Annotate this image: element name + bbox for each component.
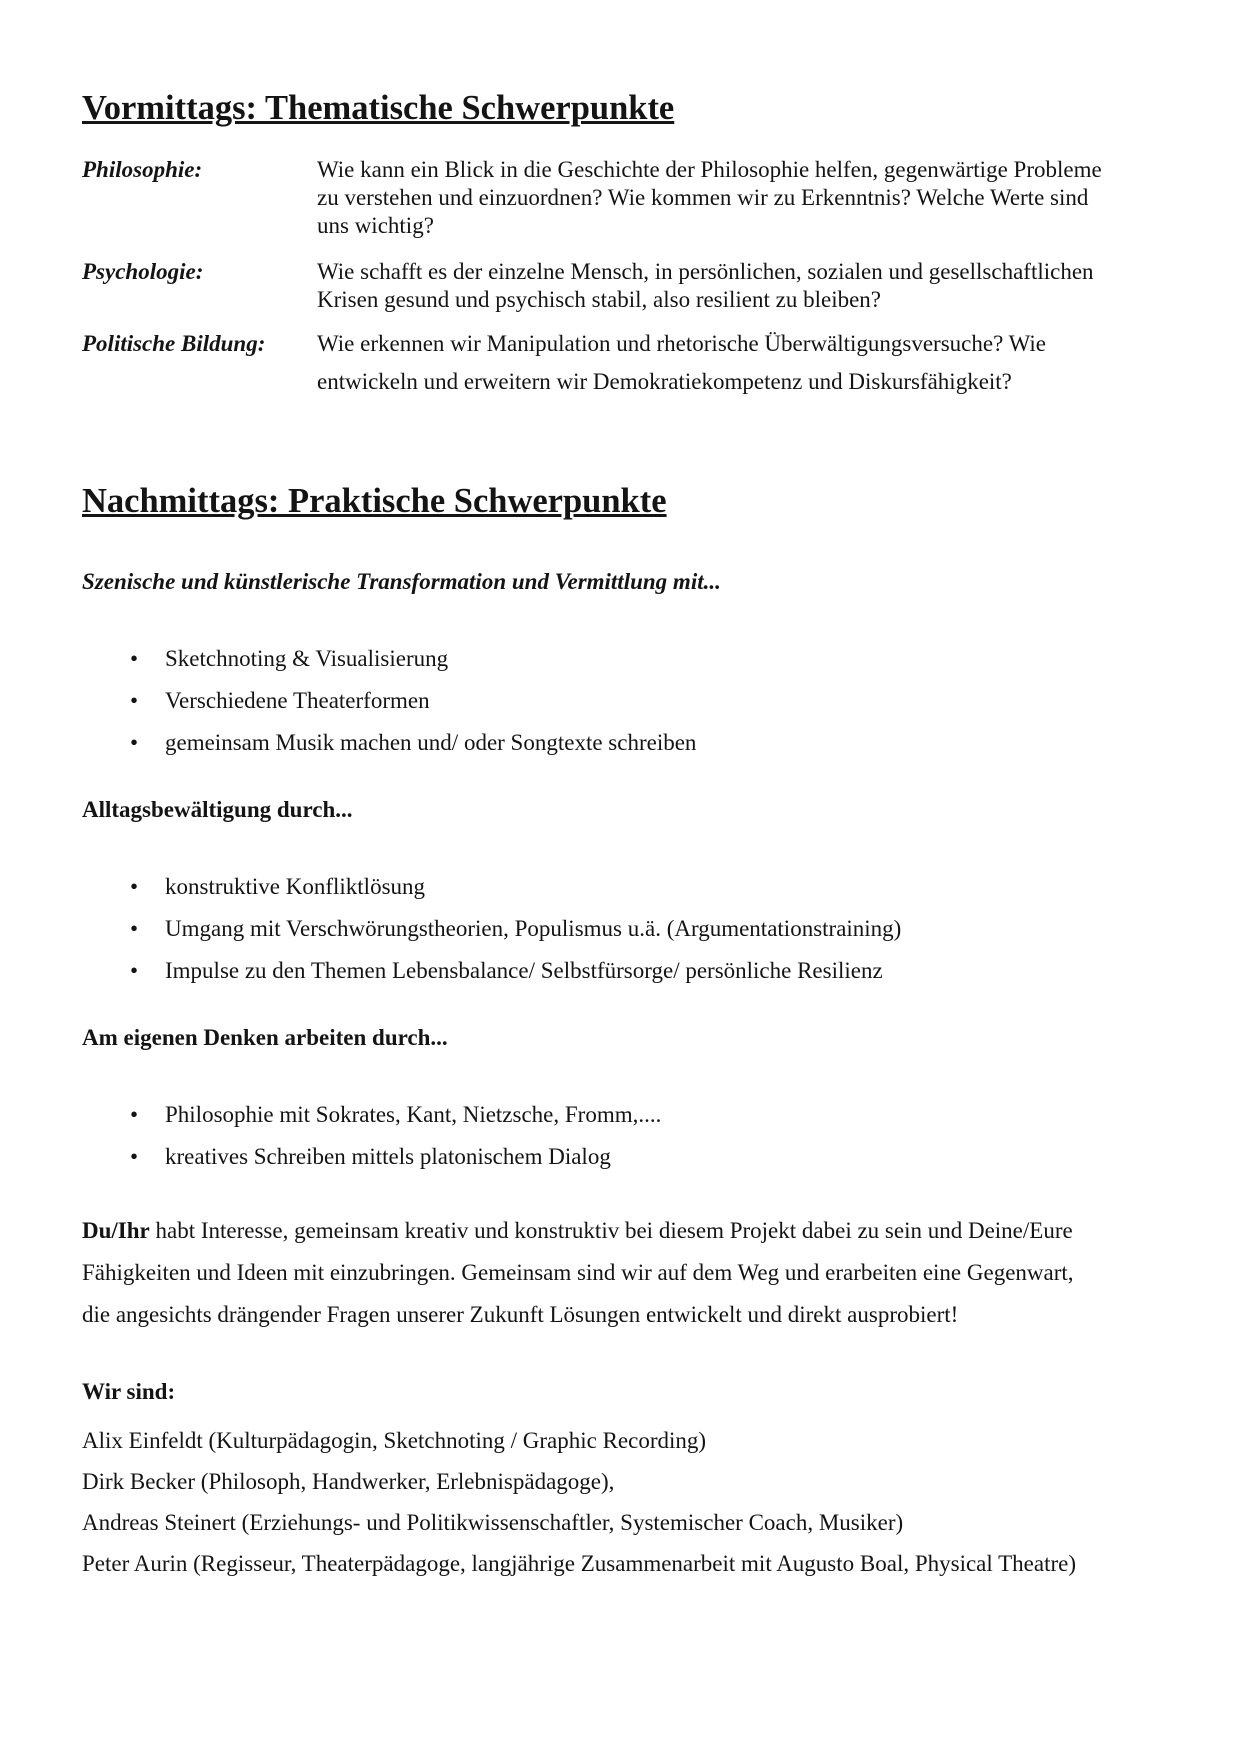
bullet-icon: • (130, 916, 139, 941)
bullet-icon: • (130, 1102, 139, 1127)
text-line: entwickeln und erweitern wir Demokratiekompetenz und Diskursfähigkeit? (317, 369, 1012, 394)
text-line: Krisen gesund und psychisch stabil, also resilient zu bleiben? (317, 287, 882, 312)
bullet-text: Umgang mit Verschwörungstheorien, Populismus u.ä. (Argumentationstraining) (165, 916, 902, 941)
list-item (82, 1143, 1160, 1171)
bullet-text: Verschiedene Theaterformen (165, 688, 430, 713)
bullet-text: Philosophie mit Sokrates, Kant, Nietzsche, Fromm,.... (165, 1102, 662, 1127)
text-line: die angesichts drängender Fragen unserer Zukunft Lösungen entwickelt und direkt ausprobiert! (82, 1302, 959, 1327)
topic-label: Politische Bildung: (82, 331, 266, 356)
bullet-icon: • (130, 688, 139, 713)
group-title-denken: Am eigenen Denken arbeiten durch... (82, 1025, 448, 1050)
text-line: Wie kann ein Blick in die Geschichte der Philosophie helfen, gegenwärtige Probleme (317, 157, 1102, 182)
team-member: Alix Einfeldt (Kulturpädagogin, Sketchnoting / Graphic Recording) (82, 1428, 707, 1453)
topic-row-psychologie (82, 258, 1160, 314)
topic-row-philosophie (82, 156, 1160, 240)
bullet-list (82, 1101, 1160, 1171)
text-line: Fähigkeiten und Ideen mit einzubringen. Gemeinsam sind wir auf dem Weg und erarbeiten eine Gegenwart, (82, 1260, 1074, 1285)
text-line: uns wichtig? (317, 213, 434, 238)
invitation-paragraph (82, 1210, 1160, 1336)
team-heading: Wir sind: (82, 1379, 176, 1404)
text-line: Wie erkennen wir Manipulation und rhetorische Überwältigungsversuche? Wie (317, 331, 1047, 356)
text-line: zu verstehen und einzuordnen? Wie kommen wir zu Erkenntnis? Welche Werte sind (317, 185, 1089, 210)
invitation-lead: Du/Ihr (82, 1218, 150, 1243)
team-member: Andreas Steinert (Erziehungs- und Politikwissenschaftler, Systemischer Coach, Musiker) (82, 1510, 904, 1535)
bullet-text: Sketchnoting & Visualisierung (165, 646, 449, 671)
text-line: Wie schafft es der einzelne Mensch, in persönlichen, sozialen und gesellschaftlichen (317, 259, 1094, 284)
bullet-icon: • (130, 874, 139, 899)
topic-description (317, 156, 1160, 240)
topic-label: Philosophie: (82, 157, 203, 182)
list-item (82, 957, 1160, 985)
topic-description (317, 330, 1160, 396)
bullet-text: konstruktive Konfliktlösung (165, 874, 426, 899)
bullet-icon: • (130, 958, 139, 983)
bullet-text: Impulse zu den Themen Lebensbalance/ Selbstfürsorge/ persönliche Resilienz (165, 958, 883, 983)
text-segment: habt Interesse, gemeinsam kreativ und konstruktiv bei diesem Projekt dabei zu sein und Deine/Eure (149, 1218, 1073, 1243)
team-member: Peter Aurin (Regisseur, Theaterpädagoge, langjährige Zusammenarbeit mit Augusto Boal, Physical Theatre) (82, 1551, 1076, 1576)
morning-heading: Vormittags: Thematische Schwerpunkte (82, 89, 675, 127)
list-item (82, 915, 1160, 943)
topic-label: Psychologie: (82, 259, 204, 284)
text-line (82, 1210, 1160, 1252)
afternoon-heading: Nachmittags: Praktische Schwerpunkte (82, 482, 667, 520)
group-title-szenische: Szenische und künstlerische Transformation und Vermittlung mit... (82, 569, 721, 594)
topic-row-politische-bildung (82, 330, 1160, 396)
bullet-text: gemeinsam Musik machen und/ oder Songtexte schreiben (165, 730, 697, 755)
bullet-icon: • (130, 646, 139, 671)
bullet-icon: • (130, 1144, 139, 1169)
group-title-alltagsbewaeltigung: Alltagsbewältigung durch... (82, 797, 353, 822)
bullet-list (82, 873, 1160, 985)
list-item (82, 1101, 1160, 1129)
bullet-text: kreatives Schreiben mittels platonischem Dialog (165, 1144, 611, 1169)
bullet-icon: • (130, 730, 139, 755)
team-member: Dirk Becker (Philosoph, Handwerker, Erlebnispädagoge), (82, 1469, 615, 1494)
topic-description (317, 258, 1160, 314)
list-item (82, 645, 1160, 673)
bullet-list (82, 645, 1160, 757)
list-item (82, 687, 1160, 715)
team-list (82, 1420, 1160, 1584)
list-item (82, 873, 1160, 901)
list-item (82, 729, 1160, 757)
